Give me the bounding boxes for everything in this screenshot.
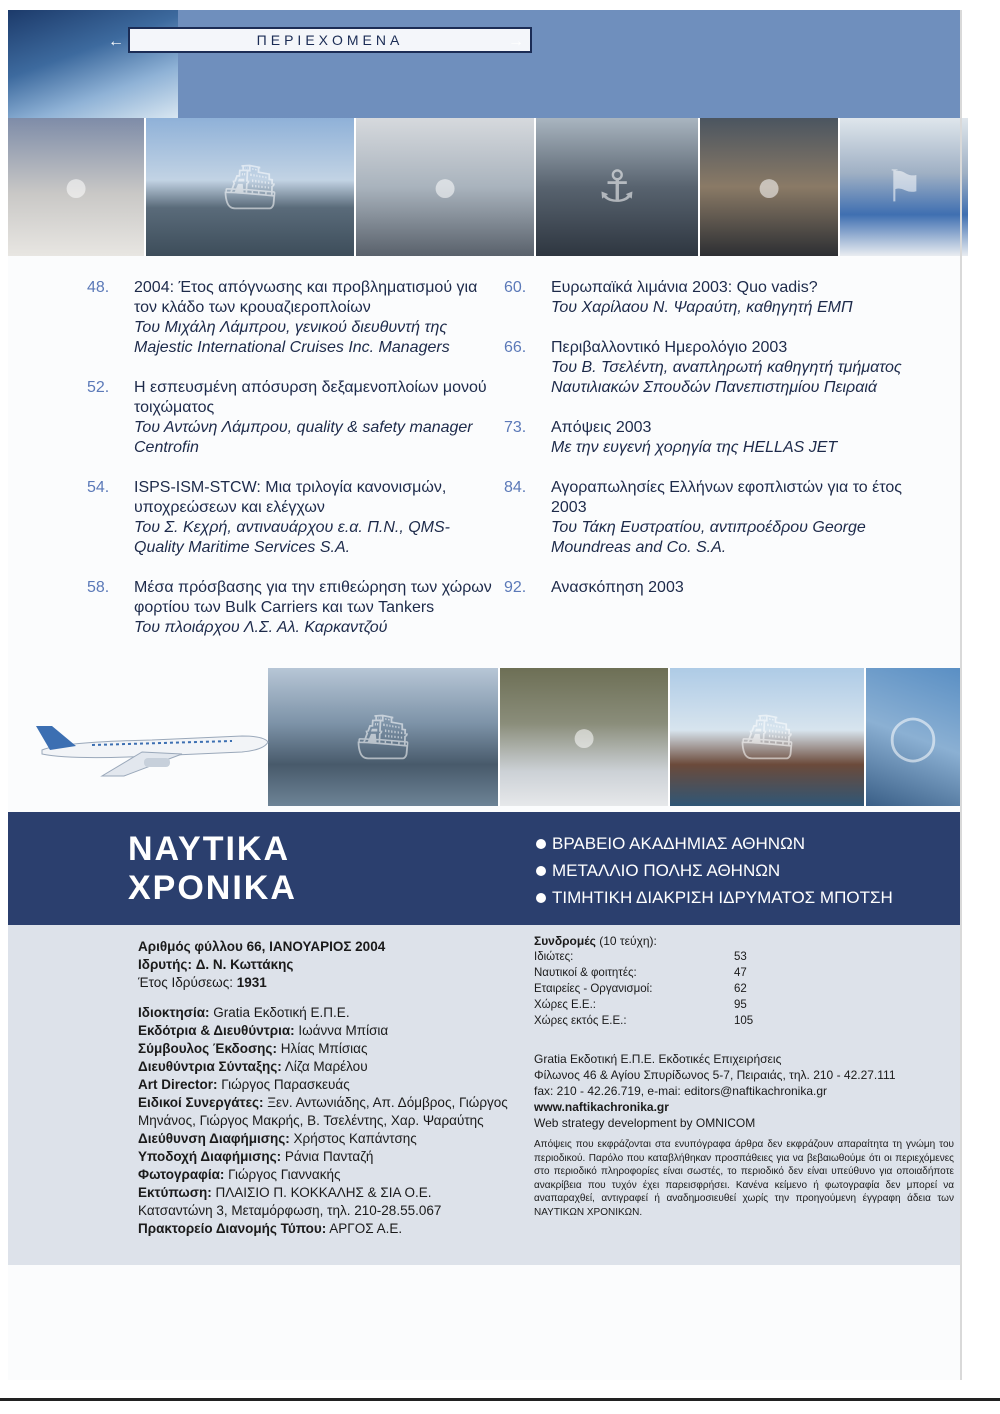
table-row: Εταιρείες - Οργανισμοί: 62 <box>534 983 747 995</box>
page-number: 54. <box>87 479 110 496</box>
credit-line: Υποδοχή Διαφήμισης: Ράνια Πανταζή <box>138 1149 374 1164</box>
ship-icon: ⛴ <box>739 713 795 762</box>
page-number: 60. <box>504 279 527 296</box>
toc-entry[interactable] <box>504 578 924 598</box>
article-title: Η εσπευσμένη απόσυρση δεξαμενοπλοίων μονού τοιχώματος <box>134 379 487 416</box>
credit-line: Εκδότρια & Διευθύντρια: Ιωάννα Μπίσια <box>138 1023 389 1038</box>
portrait-photo <box>500 668 670 806</box>
person-icon: ● <box>62 162 90 211</box>
circle-icon: ◯ <box>888 712 938 762</box>
credit-line: Διευθύντρια Σύνταξης: Λίζα Μαρέλου <box>138 1059 368 1074</box>
toc-entry[interactable] <box>87 378 497 458</box>
table-row: Ναυτικοί & φοιτητές: 47 <box>534 967 747 979</box>
table-row: Χώρες εκτός Ε.Ε.: 105 <box>534 1015 754 1027</box>
article-title: Απόψεις 2003 <box>551 419 652 436</box>
credit-line: Φωτογραφία: Γιώργος Γιαννακής <box>138 1167 341 1182</box>
person-icon: ● <box>570 712 598 761</box>
toc-right-column <box>504 278 924 598</box>
toc-left-column <box>87 278 497 638</box>
article-author: Του Σ. Κεχρή, αντιναυάρχου ε.α. Π.Ν., QMS-Quality Maritime Services S.A. <box>134 519 450 556</box>
toc-entry[interactable] <box>87 478 497 558</box>
logo-line-1: ΝΑΥΤΙΚΑ <box>128 830 291 868</box>
article-author: Του Β. Τσελέντη, αναπληρωτή καθηγητή τμήματος Ναυτιλιακών Σπουδών Πανεπιστημίου Πειραιά <box>551 359 902 396</box>
award-item: ΒΡΑΒΕΙΟ ΑΚΑΔΗΜΙΑΣ ΑΘΗΝΩΝ <box>536 830 893 857</box>
port-ferries-photo <box>268 668 500 806</box>
toc-entry[interactable] <box>87 278 497 358</box>
page-number: 58. <box>87 579 110 596</box>
article-title: Αγοραπωλησίες Ελλήνων εφοπλιστών για το έτος 2003 <box>551 479 902 516</box>
issue-number: Αριθμός φύλλου 66, ΙΑΝΟΥΑΡΙΟΣ 2004 <box>138 939 386 954</box>
anchor-icon: ⚓ <box>597 162 637 212</box>
portrait-photo <box>8 118 146 256</box>
logo-line-2: ΧΡΟΝΙΚΑ <box>128 869 297 907</box>
credit-line: Ειδικοί Συνεργάτες: Ξεν. Αντωνιάδης, Απ. Δόμβρος, Γιώργος Μηνάνος, Γιώργος Μακρής, Β. Τσελέντης, Χαρ. Ψαραύτης <box>138 1095 508 1128</box>
portrait-photo <box>356 118 536 256</box>
staff-credits: Αριθμός φύλλου 66, ΙΑΝΟΥΑΡΙΟΣ 2004 Ιδρυτής: Δ. Ν. Κωττάκης Έτος Ιδρύσεως: 1931 Ιδιοκτησία: Gratia Εκδοτική Ε.Π.Ε. Εκδότρια & Διευθύντρια: Ιωάννα Μπίσια Σύμβουλος Έκδοσης: Ηλίας Μπίσιας Διευθύντρια Σύνταξης: Λίζα Μαρέλου Art Director: Γιώργος Παρασκευάς Ειδικοί Συνεργάτες: Ξεν. Αντωνιάδης, Απ. Δόμβρος, Γιώργος Μηνάνος, Γιώργος Μακρής, Β. Τσελέντης, Χαρ. Ψαραύτης Διεύθυνση Διαφήμισης: Χρήστος Καπάντσης Υποδοχή Διαφήμισης: Ράνια Πανταζή Φωτογραφία: Γιώργος Γιαννακής Εκτύπωση: ΠΛΑΙΣΙΟ Π. ΚΟΚΚΑΛΗΣ & ΣΙΑ Ο.Ε. Κατσαντώνη 3, Μεταμόρφωση, τηλ. 210-28.55.067 Πρακτορείο Διανομής Τύπου: ΑΡΓΟΣ Α.Ε. <box>138 938 518 1238</box>
magazine-logo <box>128 830 323 916</box>
subscriptions-block: Συνδρομές (10 τεύχη): Ιδιώτες: 53 Ναυτικοί & φοιτητές: 47 Εταιρείες - Οργανισμοί: 62 Χώρες Ε.Ε.: 95 Χώρες εκτός Ε.Ε.: 105 <box>534 934 754 1027</box>
article-author: Του Αντώνη Λάμπρου, quality & safety manager Centrofin <box>134 419 473 456</box>
contact-email[interactable]: fax: 210 - 42.26.719, e-mai: editors@naftikachronika.gr <box>534 1084 828 1098</box>
top-photo-strip <box>8 118 968 256</box>
page-number: 52. <box>87 379 110 396</box>
bottom-rule <box>0 1398 1000 1401</box>
article-title: ISPS-ISM-STCW: Μια τριλογία κανονισμών, υποχρεώσεων και ελέγχων <box>134 479 447 516</box>
page-number: 66. <box>504 339 527 356</box>
table-row: Χώρες Ε.Ε.: 95 <box>534 999 747 1011</box>
article-author: Με την ευγενή χορηγία της HELLAS JET <box>551 439 838 456</box>
person-icon: ● <box>431 162 459 211</box>
page-number: 84. <box>504 479 527 496</box>
table-row: Ιδιώτες: 53 <box>534 951 747 963</box>
publisher-contact: Gratia Εκδοτική Ε.Π.Ε. Εκδοτικές Επιχειρήσεις Φίλωνος 46 & Αγίου Σπυρίδωνος 5-7, Πειραιάς, τηλ. 210 - 42.27.111 fax: 210 - 42.26.719, e-mai: editors@naftikachronika.gr www.naftikachronika.gr Web strategy development by OMNICOM <box>534 1052 896 1130</box>
person-icon: ● <box>755 162 783 211</box>
tankers-photo <box>146 118 356 256</box>
page-number: 48. <box>87 279 110 296</box>
article-author: Του Χαρίλαου Ν. Ψαραύτη, καθηγητή ΕΜΠ <box>551 299 853 316</box>
airplane-image <box>32 712 272 782</box>
article-title: Ανασκόπηση 2003 <box>551 579 684 596</box>
cargo-ship-photo <box>670 668 866 806</box>
article-title: Μέσα πρόσβασης για την επιθεώρηση των χώρων φορτίου των Bulk Carriers και των Tankers <box>134 579 492 616</box>
flag-icon: ⚑ <box>884 162 924 212</box>
subscriptions-heading: Συνδρομές <box>534 934 596 948</box>
section-title: ΠΕΡΙΕΧΟΜΕΝΑ <box>128 27 532 53</box>
bullet-icon <box>536 866 546 876</box>
credit-line: Διεύθυνση Διαφήμισης: Χρήστος Καπάντσης <box>138 1131 417 1146</box>
credit-line: Ιδιοκτησία: Gratia Εκδοτική Ε.Π.Ε. <box>138 1005 350 1020</box>
toc-entry[interactable] <box>504 418 924 458</box>
ship-deck-photo <box>536 118 700 256</box>
article-title: Περιβαλλοντικό Ημερολόγιο 2003 <box>551 339 788 356</box>
page-number: 73. <box>504 419 527 436</box>
greek-flag-photo <box>840 118 968 256</box>
ship-icon: ⛴ <box>355 713 411 762</box>
credit-line: Εκτύπωση: ΠΛΑΙΣΙΟ Π. ΚΟΚΚΑΛΗΣ & ΣΙΑ Ο.Ε. Κατσαντώνη 3, Μεταμόρφωση, τηλ. 210-28.55.067 <box>138 1185 442 1218</box>
bullet-icon <box>536 893 546 903</box>
article-title: 2004: Έτος απόγνωσης και προβληματισμού για τον κλάδο των κρουαζιεροπλοίων <box>134 279 478 316</box>
legal-disclaimer: Απόψεις που εκφράζονται στα ενυπόγραφα άρθρα δεν εκφράζουν απαραίτητα τη γνώμη του περιοδικού. Παρόλο που καταβλήθηκαν προσπάθειες για να βεβαιωθούμε ότι οι περιεχόμενες στο περιοδικό πληροφορίες είναι σωστές, το περιοδικό δεν είναι υπεύθυνο για οποιαδήποτε ανακρίβεια που τυχόν έχει παρεισφρήσει. Κανένα κείμενο ή φωτογραφία δεν μπορεί να αναπαραχθεί, αντιγραφεί ή αναδημοσιευθεί χωρίς την προηγούμενη έγγραφη άδεια των ΝΑΥΤΙΚΩΝ ΧΡΟΝΙΚΩΝ. <box>534 1139 954 1218</box>
magazine-page <box>8 10 960 1380</box>
page-edge <box>960 10 962 1380</box>
award-item: ΜΕΤΑΛΛΙΟ ΠΟΛΗΣ ΑΘΗΝΩΝ <box>536 857 893 884</box>
bullet-icon <box>536 839 546 849</box>
subscriptions-table <box>534 949 753 1029</box>
article-author: Του Μιχάλη Λάμπρου, γενικού διευθυντή της Majestic International Cruises Inc. Managers <box>134 319 450 356</box>
toc-entry[interactable] <box>504 478 924 558</box>
website-link[interactable]: www.naftikachronika.gr <box>534 1100 669 1114</box>
founder-name: Δ. Ν. Κωττάκης <box>195 957 294 972</box>
awards-list <box>536 830 893 911</box>
arrow-right-icon: → <box>508 33 524 50</box>
article-author: Του Τάκη Ευστρατίου, αντιπροέδρου George Moundreas and Co. S.A. <box>551 519 866 556</box>
porthole-photo <box>866 668 960 806</box>
award-item: ΤΙΜΗΤΙΚΗ ΔΙΑΚΡΙΣΗ ΙΔΡΥΜΑΤΟΣ ΜΠΟΤΣΗ <box>536 884 893 911</box>
credit-line: Art Director: Γιώργος Παρασκευάς <box>138 1077 350 1092</box>
arrow-left-icon: ← <box>108 33 124 50</box>
ship-icon: ⛴ <box>222 163 278 212</box>
portrait-photo <box>700 118 840 256</box>
credit-line: Πρακτορείο Διανομής Τύπου: ΑΡΓΟΣ Α.Ε. <box>138 1221 403 1236</box>
toc-entry[interactable] <box>504 278 924 318</box>
bottom-photo-strip <box>268 668 960 818</box>
page-number: 92. <box>504 579 527 596</box>
credit-line: Σύμβουλος Έκδοσης: Ηλίας Μπίσιας <box>138 1041 368 1056</box>
article-title: Ευρωπαϊκά λιμάνια 2003: Quo vadis? <box>551 279 818 296</box>
toc-entry[interactable] <box>504 338 924 398</box>
toc-entry[interactable] <box>87 578 497 638</box>
founding-year: 1931 <box>236 975 267 990</box>
article-author: Του πλοιάρχου Λ.Σ. Αλ. Καρκαντζού <box>134 619 388 636</box>
